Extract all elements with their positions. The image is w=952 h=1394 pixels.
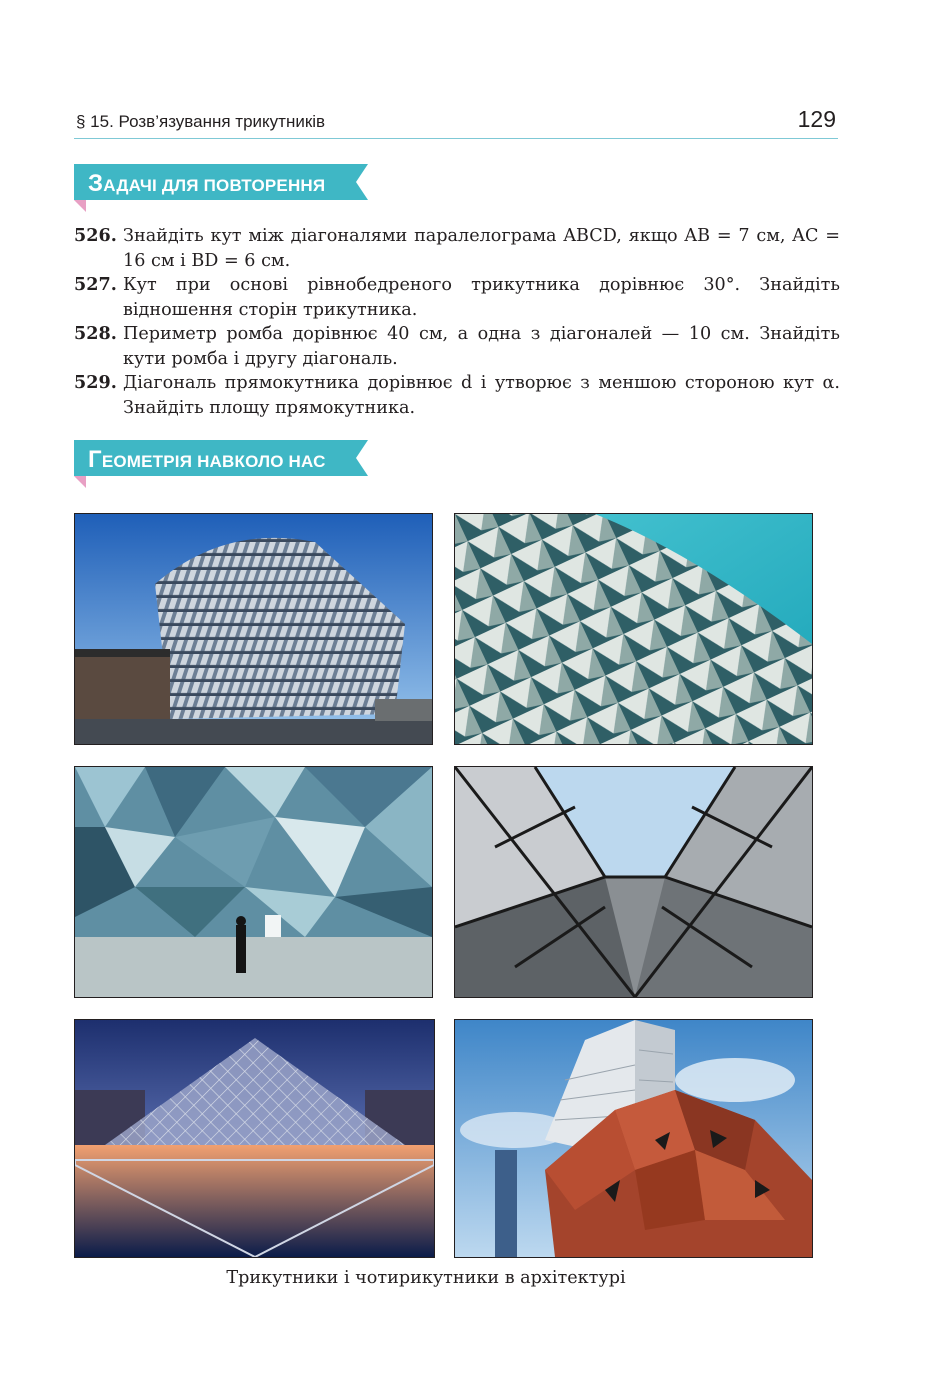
problem-526	[74, 224, 840, 273]
problem-text: Знайдіть кут між діагоналями паралелограма ABCD, якщо AB = 7 см, AC = 16 см і BD = 6 см.	[123, 226, 840, 271]
photo-glass-pyramid	[74, 1019, 435, 1258]
problem-number: 526.	[74, 225, 117, 246]
page-number: 129	[797, 106, 836, 132]
problem-527	[74, 273, 840, 322]
banner-geometry-around	[74, 440, 374, 488]
section-title: § 15. Розв’язування трикутників	[76, 112, 326, 131]
problem-text: Діагональ прямокутника дорівнює d і утворює з меншою стороною кут α. Знайдіть площу прямокутника.	[123, 373, 840, 418]
banner-geometry-label: ГЕОМЕТРІЯ НАВКОЛО НАС	[88, 446, 326, 473]
problem-528	[74, 322, 840, 371]
banner-review-label: ЗАДАЧІ ДЛЯ ПОВТОРЕННЯ	[88, 170, 326, 197]
problem-number: 527.	[74, 274, 117, 295]
problem-text: Периметр ромба дорівнює 40 см, а одна з діагоналей — 10 см. Знайдіть кути ромба і другу діагональ.	[123, 324, 840, 369]
running-header	[74, 104, 838, 139]
photo-faceted-wall	[74, 766, 433, 998]
problem-text: Кут при основі рівнобедреного трикутника дорівнює 30°. Знайдіть відношення сторін трикутника.	[123, 275, 840, 320]
photo-glass-roof	[454, 766, 813, 998]
banner-review-tasks	[74, 164, 374, 212]
photo-striped-building	[74, 513, 433, 745]
figure-caption: Трикутники і чотирикутники в архітектурі	[226, 1268, 626, 1288]
problem-number: 529.	[74, 372, 117, 393]
problem-list	[74, 224, 840, 420]
photo-triangle-facade	[454, 513, 813, 745]
problem-529	[74, 371, 840, 420]
photo-red-polyhedron	[454, 1019, 813, 1258]
problem-number: 528.	[74, 323, 117, 344]
